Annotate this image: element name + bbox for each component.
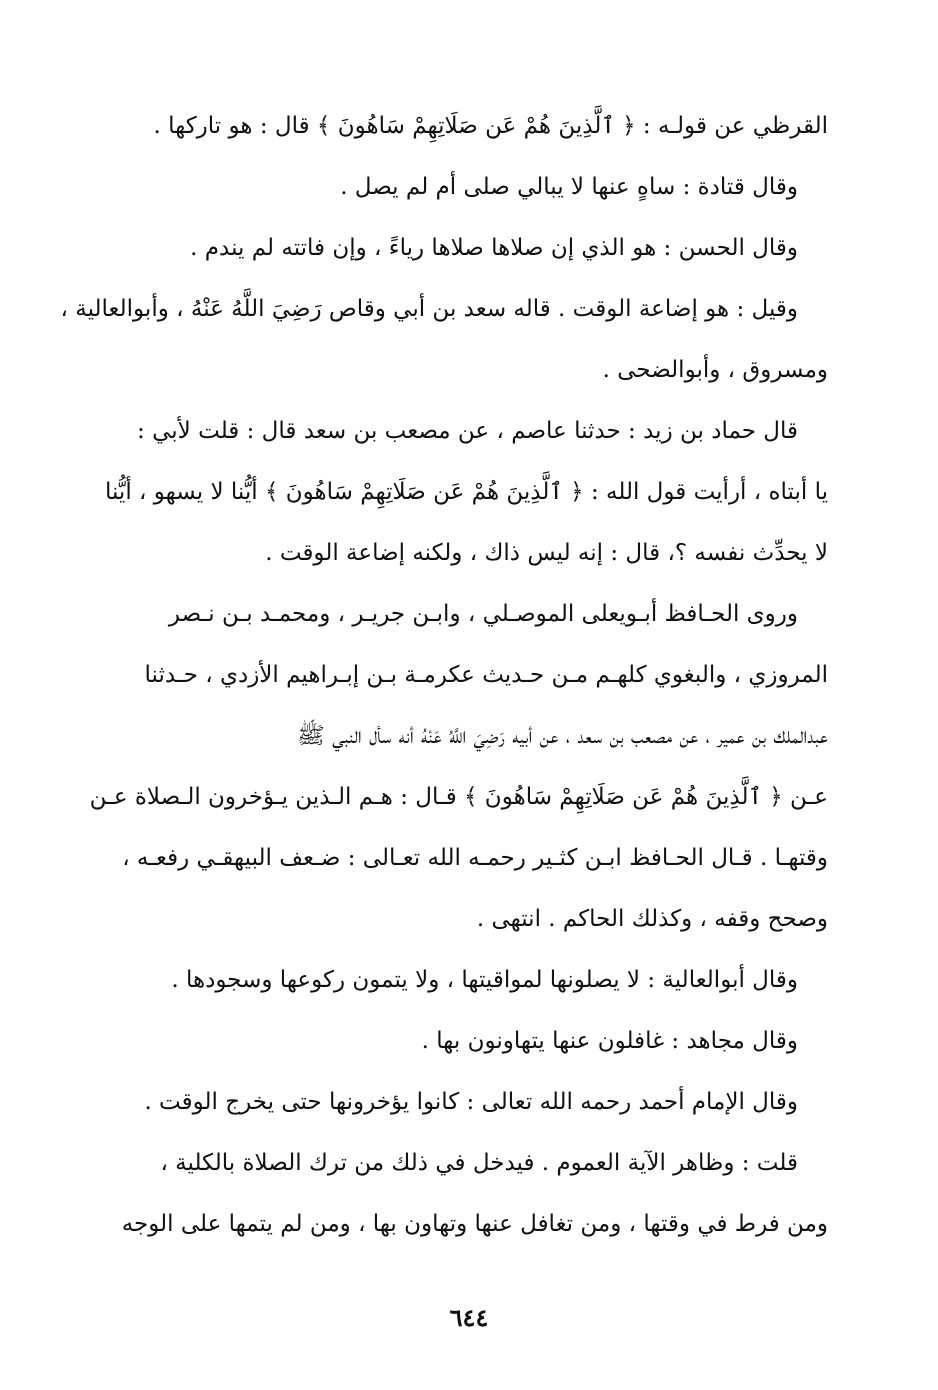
text-line: قال حماد بن زيد : حدثنا عاصم ، عن مصعب بن سعد قال : قلت لأبي : — [137, 418, 798, 444]
page-number: ٦٤٤ — [449, 1303, 489, 1332]
text-line: وروى الحـافظ أبـويعلى الموصـلي ، وابـن جريـر ، ومحمـد بـن نـصر — [168, 601, 798, 627]
text-line: وقتهـا . قـال الحـافظ ابـن كثـير رحمـه الله تعـالى : ضـعف البيهقـي رفعـه ، — [122, 845, 828, 871]
text-line: ومن فرط في وقتها ، ومن تغافل عنها وتهاون بها ، ومن لم يتمها على الوجه — [121, 1211, 828, 1237]
text-line: عبدالملك بن عمير ، عن مصعب بن سعد ، عن أبيه رَضِيَ اللَّهُ عَنْهُ أنه سأل النبي ﷺ — [297, 723, 828, 749]
text-line: يا أبتاه ، أرأيت قول الله : ﴿ ٱلَّذِينَ هُمْ عَن صَلَاتِهِمْ سَاهُونَ ﴾ أيُّنا لا يسهو ، أيُّنا — [104, 479, 828, 505]
text-line: وقيل : هو إضاعة الوقت . قاله سعد بن أبي وقاص رَضِيَ اللَّهُ عَنْهُ ، وأبوالعالية ، — [60, 296, 798, 322]
text-line: وقال أبوالعالية : لا يصلونها لمواقيتها ، ولا يتمون ركوعها وسجودها . — [171, 967, 798, 993]
text-line: ومسروق ، وأبوالضحى . — [602, 357, 828, 383]
text-line: وقال مجاهد : غافلون عنها يتهاونون بها . — [421, 1028, 798, 1054]
text-line: المروزي ، والبغوي كلهـم مـن حـديث عكرمـة بـن إبـراهيم الأزدي ، حـدثنا — [144, 662, 828, 688]
text-line: عـن ﴿ ٱلَّذِينَ هُمْ عَن صَلَاتِهِمْ سَاهُونَ ﴾ قـال : هـم الـذين يـؤخرون الـصلاة عـن — [89, 784, 828, 810]
text-line: لا يحدِّث نفسه ؟، قال : إنه ليس ذاك ، ولكنه إضاعة الوقت . — [265, 540, 828, 566]
text-line: وقال الإمام أحمد رحمه الله تعالى : كانوا يؤخرونها حتى يخرج الوقت . — [144, 1089, 798, 1115]
text-line: قلت : وظاهر الآية العموم . فيدخل في ذلك من ترك الصلاة بالكلية ، — [160, 1150, 798, 1176]
text-line: وصحح وقفه ، وكذلك الحاكم . انتهى . — [476, 906, 828, 932]
text-line: وقال قتادة : ساهٍ عنها لا يبالي صلى أم لم يصل . — [340, 174, 798, 200]
text-line: القرظي عن قولـه : ﴿ ٱلَّذِينَ هُمْ عَن صَلَاتِهِمْ سَاهُونَ ﴾ قال : هو تاركها . — [153, 113, 828, 139]
page-body-text — [60, 96, 828, 1255]
text-line: وقال الحسن : هو الذي إن صلاها صلاها رياءً ، وإن فاتته لم يندم . — [190, 235, 798, 261]
